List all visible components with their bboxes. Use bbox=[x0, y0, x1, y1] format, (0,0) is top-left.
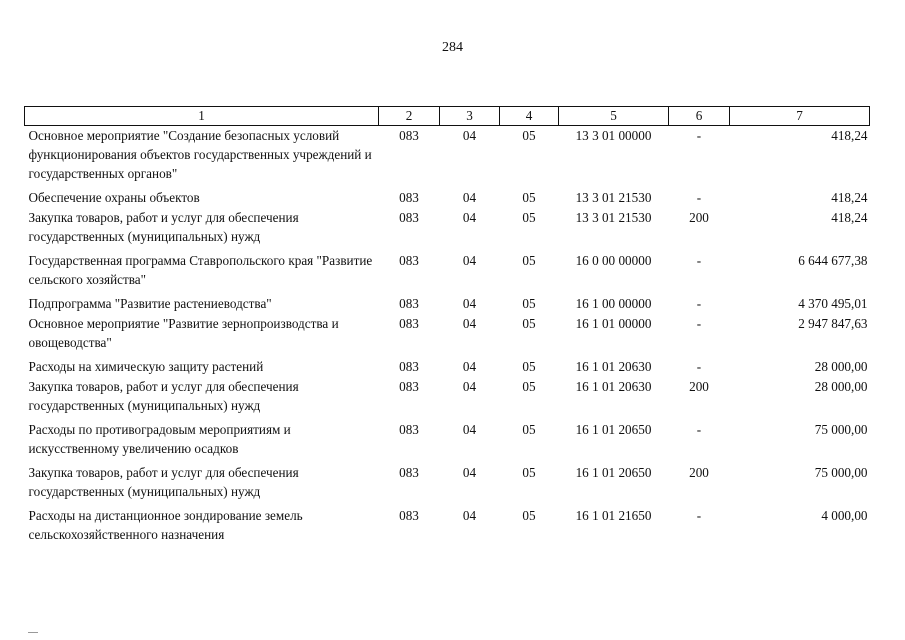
table-row bbox=[25, 463, 870, 506]
row-expense-type: 200 bbox=[689, 379, 709, 394]
row-expense-type: - bbox=[696, 190, 702, 205]
row-subsection: 05 bbox=[522, 128, 536, 143]
row-ministry-code: 083 bbox=[399, 508, 419, 523]
row-subsection: 05 bbox=[522, 422, 536, 437]
row-name: Основное мероприятие "Развитие зернопроизводства и овощеводства" bbox=[28, 316, 339, 350]
row-amount: 418,24 bbox=[831, 210, 868, 225]
table-row bbox=[25, 377, 870, 420]
row-name: Подпрограмма "Развитие растениеводства" bbox=[28, 296, 272, 311]
row-target-article: 16 1 01 21650 bbox=[575, 508, 652, 523]
row-name: Расходы на химическую защиту растений bbox=[28, 359, 264, 374]
scan-artifact-mark bbox=[28, 632, 38, 639]
row-target-article: 13 3 01 21530 bbox=[575, 190, 652, 205]
row-amount: 4 370 495,01 bbox=[798, 296, 868, 311]
row-section: 04 bbox=[462, 508, 477, 523]
row-ministry-code: 083 bbox=[399, 253, 419, 268]
row-ministry-code: 083 bbox=[399, 210, 419, 225]
row-section: 04 bbox=[462, 128, 477, 143]
row-expense-type: - bbox=[696, 296, 702, 311]
header-col-4: 4 bbox=[500, 107, 559, 126]
row-ministry-code: 083 bbox=[399, 422, 419, 437]
table-row bbox=[25, 314, 870, 357]
row-ministry-code: 083 bbox=[399, 190, 419, 205]
row-amount: 418,24 bbox=[831, 128, 868, 143]
row-section: 04 bbox=[462, 190, 477, 205]
row-section: 04 bbox=[462, 253, 477, 268]
row-expense-type: - bbox=[696, 128, 702, 143]
row-target-article: 16 1 01 00000 bbox=[575, 316, 652, 331]
table-row bbox=[25, 251, 870, 294]
row-ministry-code: 083 bbox=[399, 465, 419, 480]
table-body bbox=[25, 126, 870, 546]
table-row bbox=[25, 294, 870, 314]
row-name: Обеспечение охраны объектов bbox=[28, 190, 200, 205]
row-name: Расходы на дистанционное зондирование земель сельскохозяйственного назначения bbox=[28, 508, 303, 542]
row-expense-type: 200 bbox=[689, 465, 709, 480]
header-col-7: 7 bbox=[730, 107, 870, 126]
header-row bbox=[25, 107, 870, 126]
row-section: 04 bbox=[462, 210, 477, 225]
row-subsection: 05 bbox=[522, 296, 536, 311]
row-expense-type: - bbox=[696, 422, 702, 437]
table-row bbox=[25, 188, 870, 208]
row-section: 04 bbox=[462, 359, 477, 374]
row-amount: 28 000,00 bbox=[814, 359, 868, 374]
row-target-article: 16 1 01 20630 bbox=[575, 379, 652, 394]
header-col-3: 3 bbox=[440, 107, 500, 126]
row-name: Закупка товаров, работ и услуг для обеспечения государственных (муниципальных) нужд bbox=[28, 465, 299, 499]
row-subsection: 05 bbox=[522, 190, 536, 205]
row-name: Государственная программа Ставропольского края "Развитие сельского хозяйства" bbox=[28, 253, 373, 287]
row-target-article: 16 1 00 00000 bbox=[575, 296, 652, 311]
row-ministry-code: 083 bbox=[399, 296, 419, 311]
header-col-5: 5 bbox=[559, 107, 669, 126]
header-col-2: 2 bbox=[379, 107, 440, 126]
row-subsection: 05 bbox=[522, 379, 536, 394]
table-row bbox=[25, 208, 870, 251]
row-target-article: 16 1 01 20650 bbox=[575, 465, 652, 480]
page-number: 284 bbox=[442, 40, 463, 55]
row-subsection: 05 bbox=[522, 508, 536, 523]
row-section: 04 bbox=[462, 379, 477, 394]
table-row bbox=[25, 420, 870, 463]
row-ministry-code: 083 bbox=[399, 379, 419, 394]
row-section: 04 bbox=[462, 422, 477, 437]
row-target-article: 16 1 01 20650 bbox=[575, 422, 652, 437]
row-ministry-code: 083 bbox=[399, 128, 419, 143]
budget-table bbox=[24, 106, 870, 545]
row-name: Расходы по противоградовым мероприятиям и искусственному увеличению осадков bbox=[28, 422, 291, 456]
table-header bbox=[25, 107, 870, 126]
row-amount: 75 000,00 bbox=[814, 465, 868, 480]
header-col-6: 6 bbox=[669, 107, 730, 126]
row-subsection: 05 bbox=[522, 465, 536, 480]
table-row bbox=[25, 357, 870, 377]
row-subsection: 05 bbox=[522, 359, 536, 374]
row-name: Закупка товаров, работ и услуг для обеспечения государственных (муниципальных) нужд bbox=[28, 210, 299, 244]
row-target-article: 16 1 01 20630 bbox=[575, 359, 652, 374]
row-amount: 75 000,00 bbox=[814, 422, 868, 437]
row-amount: 28 000,00 bbox=[814, 379, 868, 394]
row-amount: 418,24 bbox=[831, 190, 868, 205]
header-col-1: 1 bbox=[25, 107, 379, 126]
row-expense-type: - bbox=[696, 359, 702, 374]
row-section: 04 bbox=[462, 296, 477, 311]
row-expense-type: 200 bbox=[689, 210, 709, 225]
row-subsection: 05 bbox=[522, 210, 536, 225]
row-target-article: 13 3 01 21530 bbox=[575, 210, 652, 225]
row-section: 04 bbox=[462, 316, 477, 331]
row-ministry-code: 083 bbox=[399, 316, 419, 331]
table-row bbox=[25, 506, 870, 545]
table-row bbox=[25, 126, 870, 189]
row-name: Закупка товаров, работ и услуг для обеспечения государственных (муниципальных) нужд bbox=[28, 379, 299, 413]
row-amount: 4 000,00 bbox=[821, 508, 868, 523]
row-target-article: 13 3 01 00000 bbox=[575, 128, 652, 143]
row-subsection: 05 bbox=[522, 253, 536, 268]
row-expense-type: - bbox=[696, 316, 702, 331]
row-name: Основное мероприятие "Создание безопасных условий функционирования объектов государственных учреждений и государственных органов" bbox=[28, 128, 372, 181]
row-expense-type: - bbox=[696, 508, 702, 523]
row-section: 04 bbox=[462, 465, 477, 480]
row-amount: 2 947 847,63 bbox=[798, 316, 868, 331]
row-subsection: 05 bbox=[522, 316, 536, 331]
row-target-article: 16 0 00 00000 bbox=[575, 253, 652, 268]
row-amount: 6 644 677,38 bbox=[798, 253, 868, 268]
row-expense-type: - bbox=[696, 253, 702, 268]
row-ministry-code: 083 bbox=[399, 359, 419, 374]
